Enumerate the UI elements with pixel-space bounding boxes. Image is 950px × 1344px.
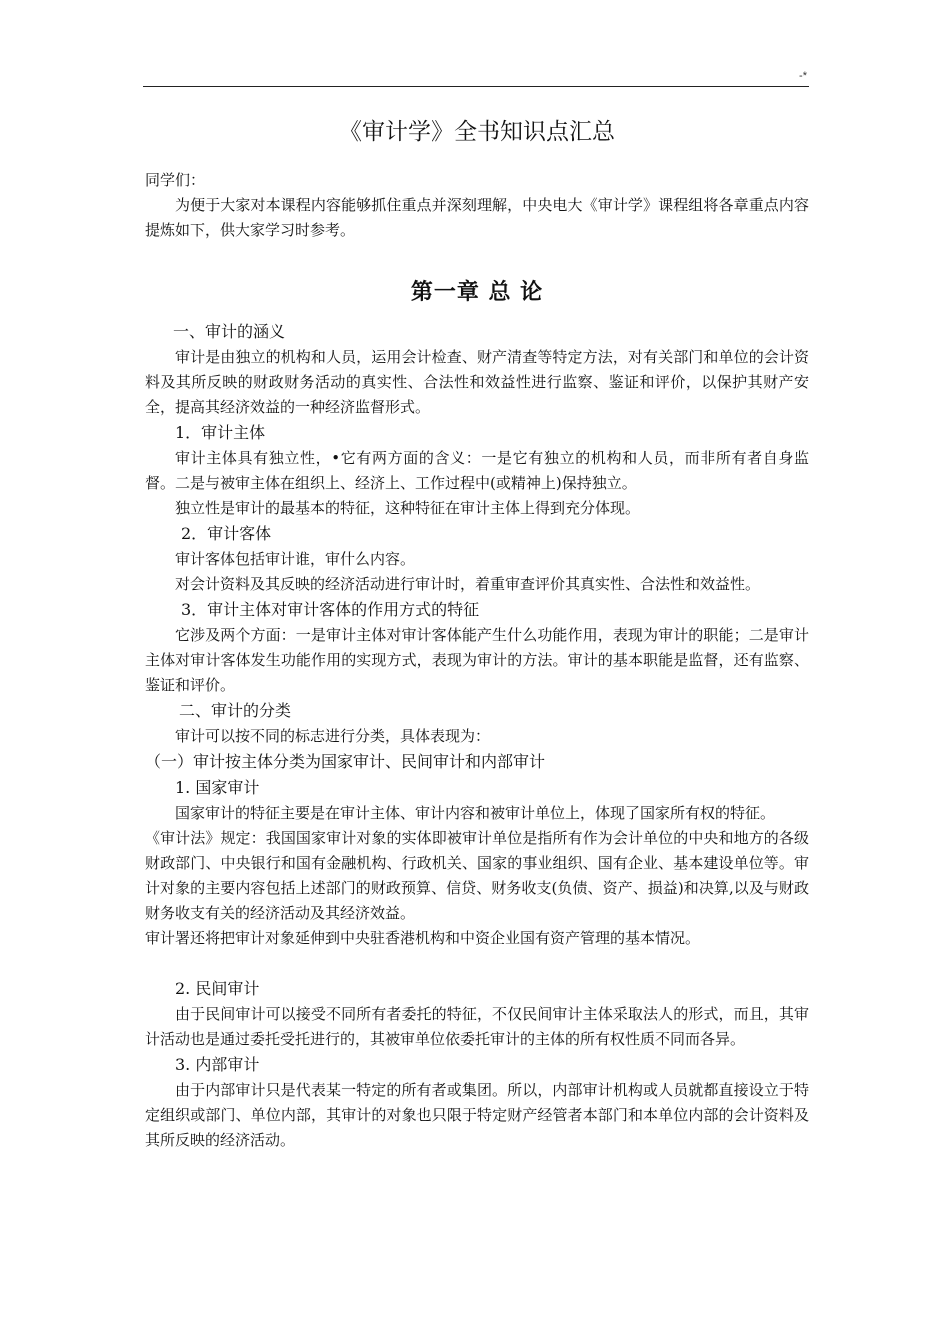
category-heading: （一）审计按主体分类为国家审计、民间审计和内部审计 [145,752,546,771]
paragraph: 审计客体包括审计谁，审什么内容。 [175,550,416,568]
header-mark: -* [799,70,807,82]
chapter-heading: 第一章 总 论 [410,280,544,305]
subsection-heading: 3．审计主体对审计客体的作用方式的特征 [181,600,480,619]
subsection-heading: 1. 国家审计 [175,778,260,797]
paragraph: 独立性是审计的最基本的特征，这种特征在审计主体上得到充分体现。 [175,499,641,517]
subsection-heading: 2. 民间审计 [175,979,260,998]
paragraph: 国家审计的特征主要是在审计主体、审计内容和被审计单位上，体现了国家所有权的特征。 [175,804,776,822]
paragraph: 《审计法》规定：我国国家审计对象的实体即被审计单位是指所有作为会计单位的中央和地方的各级财政部门、中央银行和国有金融机构、行政机关、国家的事业组织、国有企业、基本建设单位等。审计对象的主要内容包括上述部门的财政预算、信贷、财务收支(负债、资产、损益)和决算,以及与财政财务收支有关的经济活动及其经济效益。 [145,829,809,922]
paragraph: 对会计资料及其反映的经济活动进行审计时，着重审查评价其真实性、合法性和效益性。 [175,575,761,593]
subsection-heading: 3. 内部审计 [175,1055,260,1074]
document-body [145,110,809,1153]
paragraph: 由于民间审计可以接受不同所有者委托的特征，不仅民间审计主体采取法人的形式，而且，其审计活动也是通过委托受托进行的，其被审单位依委托审计的主体的所有权性质不同而各异。 [145,1005,809,1048]
section-heading-2: 二、审计的分类 [179,701,292,720]
section-heading-1: 一、审计的涵义 [173,322,286,341]
blank-line [145,951,809,976]
paragraph: 审计主体具有独立性，•它有两方面的含义：一是它有独立的机构和人员，而非所有者自身监督。二是与被审主体在组织上、经济上、工作过程中(或精神上)保持独立。 [145,449,809,492]
paragraph: 审计可以按不同的标志进行分类，具体表现为： [175,727,491,745]
paragraph: 审计署还将把审计对象延伸到中央驻香港机构和中资企业国有资产管理的基本情况。 [145,929,701,947]
salutation: 同学们： [145,171,206,189]
subsection-heading: 1．审计主体 [175,423,266,442]
paragraph: 由于内部审计只是代表某一特定的所有者或集团。所以，内部审计机构或人员就都直接设立于特定组织或部门、单位内部，其审计的对象也只限于特定财产经管者本部门和本单位内部的会计资料及其所反映的经济活动。 [145,1081,809,1149]
subsection-heading: 2．审计客体 [181,524,272,543]
paragraph: 审计是由独立的机构和人员，运用会计检查、财产清查等特定方法，对有关部门和单位的会计资料及其所反映的财政财务活动的真实性、合法性和效益性进行监察、鉴证和评价，以保护其财产安全，提高其经济效益的一种经济监督形式。 [145,348,809,416]
paragraph: 它涉及两个方面：一是审计主体对审计客体能产生什么功能作用，表现为审计的职能；二是审计主体对审计客体发生功能作用的实现方式，表现为审计的方法。审计的基本职能是监督，还有监察、鉴证和评价。 [145,626,809,694]
header-rule [143,86,809,87]
intro-paragraph: 为便于大家对本课程内容能够抓住重点并深刻理解，中央电大《审计学》课程组将各章重点内容提炼如下，供大家学习时参考。 [145,196,809,239]
document-title: 《审计学》全书知识点汇总 [339,119,615,145]
